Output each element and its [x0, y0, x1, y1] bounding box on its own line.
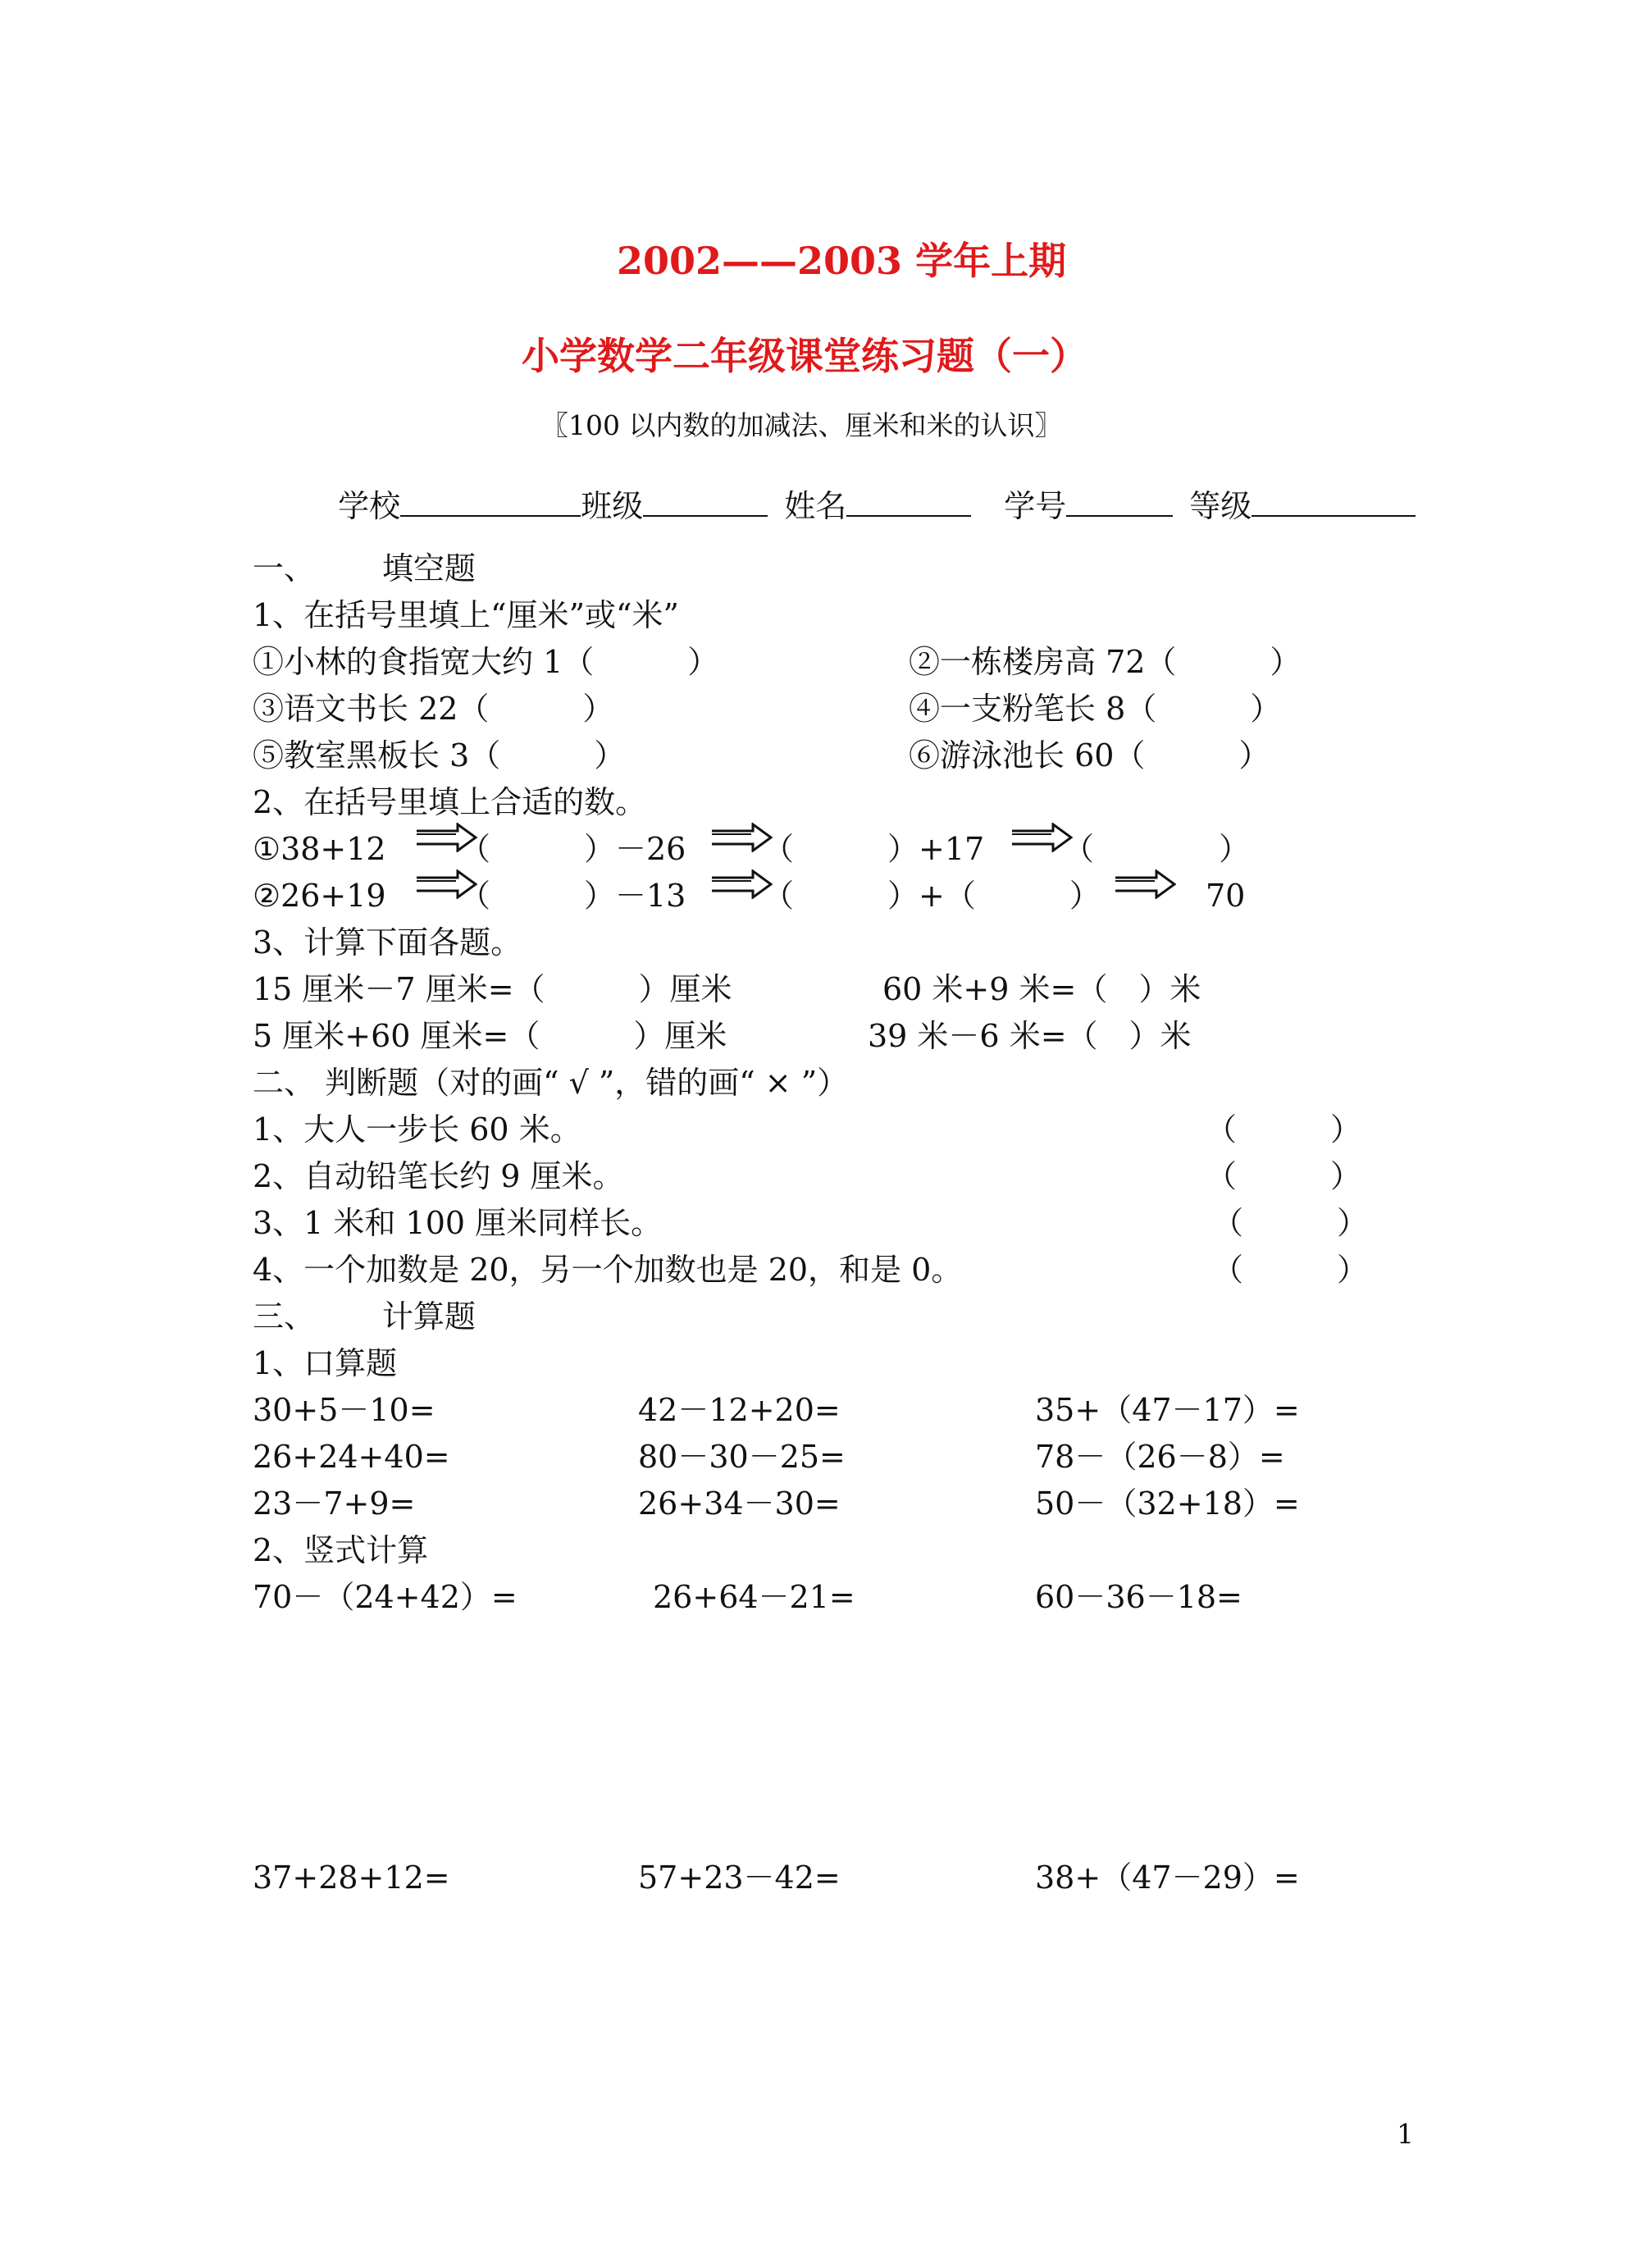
judge-item-3: 3、1 米和 100 厘米同样长。 [253, 1205, 663, 1241]
q2-row2-step2: （ ）+（ ） [763, 878, 1101, 914]
vertical-calc-item: 26+64－21= [653, 1579, 855, 1615]
q2-row1-step2: （ ）+17 [763, 831, 985, 867]
oral-calc-item: 23－7+9= [253, 1485, 416, 1522]
q3-item-3: 5 厘米+60 厘米=（ ）厘米 [253, 1018, 727, 1054]
q2-row2-end: 70 [1206, 878, 1246, 914]
q3-item-2: 60 米+9 米=（ ）米 [882, 971, 1201, 1007]
vertical-calc-item: 57+23－42= [638, 1860, 841, 1896]
page-number: 1 [1397, 2118, 1414, 2150]
field-grade-label: 等级 [1189, 488, 1252, 524]
title-line-1: 2002——2003 学年上期 [617, 239, 1067, 283]
student-info-row [318, 458, 1416, 522]
oral-calc-item: 42－12+20= [638, 1392, 841, 1428]
vertical-calc-item: 60－36－18= [1035, 1579, 1242, 1615]
judge-item-2: 2、自动铅笔长约 9 厘米。 [253, 1158, 624, 1194]
field-student-id-label: 学号 [1004, 488, 1067, 524]
q2-title: 2、在括号里填上合适的数。 [253, 784, 647, 820]
q2-row1-step1: （ ）－26 [459, 831, 686, 867]
q2-row1-start: ①38+12 [253, 831, 386, 867]
oral-calc-title: 1、口算题 [253, 1345, 398, 1381]
oral-calc-item: 30+5－10= [253, 1392, 435, 1428]
vertical-calc-item: 38+（47－29）= [1035, 1860, 1300, 1896]
q1-item-5: ⑤教室黑板长 3（ ） [253, 737, 626, 773]
vertical-calc-item: 70－（24+42）= [253, 1579, 518, 1615]
field-name-label: 姓名 [784, 488, 847, 524]
judge-bracket-1[interactable]: （ ） [1206, 1111, 1362, 1148]
arrow-icon [1114, 869, 1176, 899]
field-school-label: 学校 [338, 488, 401, 524]
oral-calc-item: 35+（47－17）= [1035, 1392, 1300, 1428]
q1-item-4: ④一支粉笔长 8（ ） [909, 691, 1282, 727]
oral-calc-item: 26+34－30= [638, 1485, 841, 1522]
section1-heading-num: 一、 [253, 550, 316, 586]
section3-heading: 计算题 [382, 1298, 476, 1335]
q3-item-1: 15 厘米－7 厘米=（ ）厘米 [253, 971, 732, 1007]
oral-calc-item: 80－30－25= [638, 1439, 846, 1475]
q3-item-4: 39 米－6 米=（ ）米 [868, 1018, 1192, 1054]
oral-calc-item: 50－（32+18）= [1035, 1485, 1300, 1522]
judge-bracket-3[interactable]: （ ） [1212, 1205, 1369, 1241]
oral-calc-item: 78－（26－8）= [1035, 1439, 1285, 1475]
q1-item-3: ③语文书长 22（ ） [253, 691, 614, 727]
judge-item-1: 1、大人一步长 60 米。 [253, 1111, 581, 1148]
section3-heading-num: 三、 [253, 1298, 316, 1335]
judge-bracket-2[interactable]: （ ） [1206, 1158, 1362, 1194]
q2-row2-start: ②26+19 [253, 878, 386, 914]
field-class-blank[interactable] [643, 489, 768, 517]
oral-calc-item: 26+24+40= [253, 1439, 450, 1475]
vertical-calc-title: 2、竖式计算 [253, 1532, 429, 1568]
judge-item-4: 4、一个加数是 20，另一个加数也是 20，和是 0。 [253, 1252, 963, 1288]
title-line-2: 小学数学二年级课堂练习题（一） [522, 334, 1087, 378]
field-student-id-blank[interactable] [1066, 489, 1173, 517]
q2-row2-step1: （ ）－13 [459, 878, 686, 914]
q1-title: 1、在括号里填上“厘米”或“米” [253, 597, 679, 633]
section2-heading: 二、 判断题（对的画“ √ ”，错的画“ × ”） [253, 1065, 849, 1101]
q1-item-6: ⑥游泳池长 60（ ） [909, 737, 1270, 773]
q1-item-1: ①小林的食指宽大约 1（ ） [253, 644, 719, 680]
subtitle: 〖100 以内数的加减法、厘米和米的认识〗 [541, 409, 1062, 441]
q1-item-2: ②一栋楼房高 72（ ） [909, 644, 1302, 680]
field-school-blank[interactable] [400, 489, 581, 517]
field-name-blank[interactable] [846, 489, 971, 517]
q3-title: 3、计算下面各题。 [253, 924, 522, 961]
field-grade-blank[interactable] [1252, 489, 1416, 517]
q2-row1-end: （ ） [1063, 831, 1251, 867]
judge-bracket-4[interactable]: （ ） [1212, 1252, 1369, 1288]
field-class-label: 班级 [581, 488, 644, 524]
vertical-calc-item: 37+28+12= [253, 1860, 450, 1896]
section1-heading: 填空题 [382, 550, 476, 586]
